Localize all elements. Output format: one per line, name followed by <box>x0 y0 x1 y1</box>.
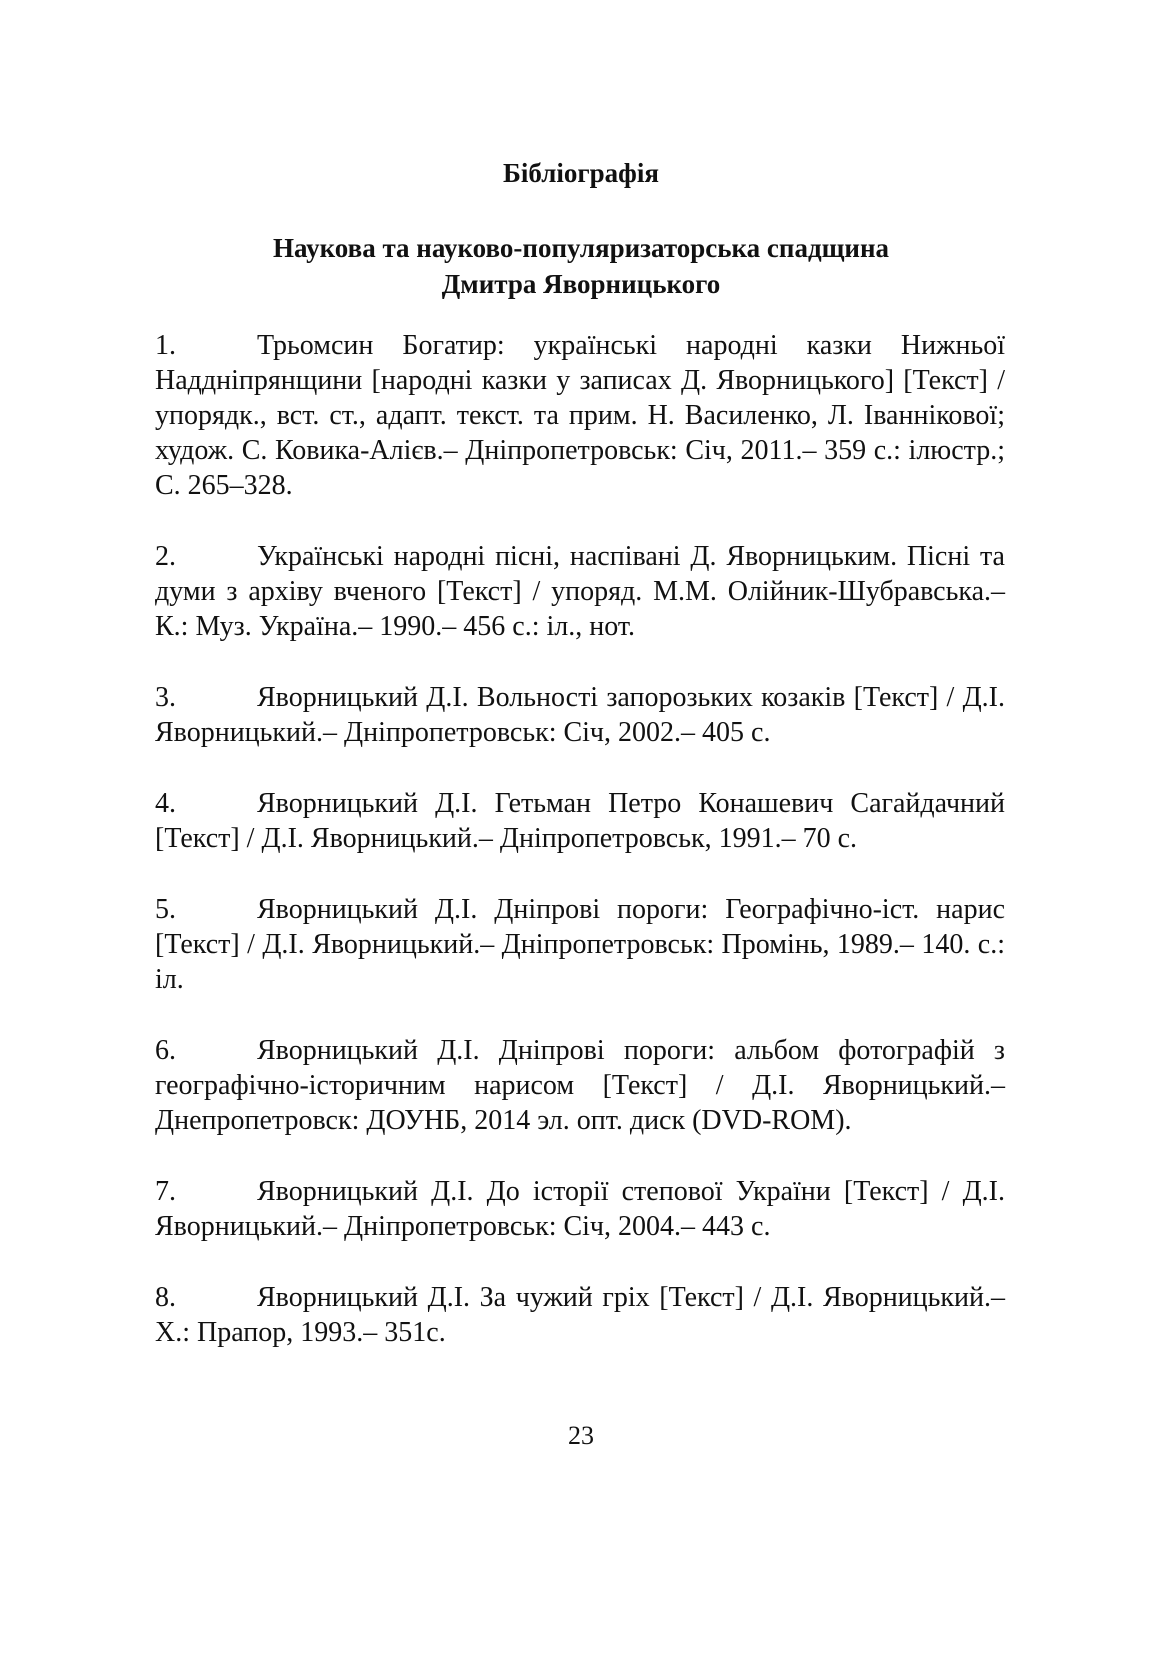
entry-text: Яворницький Д.І. Дніпрові пороги: альбом фотографій з географічно-історичним нарисом [Текст] / Д.І. Яворницький.– Днепропетровск: ДОУНБ, 2014 эл. опт. диск (DVD-ROM). <box>155 1035 1005 1136</box>
bibliography-entry <box>155 1033 1005 1138</box>
bibliography-entry <box>155 539 1005 644</box>
entry-text: Яворницький Д.І. За чужий гріх [Текст] / Д.І. Яворницький.– Х.: Прапор, 1993.– 351с. <box>155 1282 1005 1348</box>
entry-text: Трьомсин Богатир: українські народні казки Нижньої Наддніпрянщини [народні казки у записах Д. Яворницького] [Текст] / упорядк., вст. ст., адапт. текст. та прим. Н. Василенко, Л. Іваннікової; худож. С. Ковика-Алієв.– Дніпропетровськ: Січ, 2011.– 359 с.: ілюстр.; С. 265–328. <box>155 330 1005 501</box>
subtitle-line-1: Наукова та науково-популяризаторська спадщина <box>272 233 890 263</box>
entry-text: Яворницький Д.І. До історії степової України [Текст] / Д.І. Яворницький.– Дніпропетровськ: Січ, 2004.– 443 с. <box>155 1176 1005 1242</box>
section-subtitle <box>0 230 1162 302</box>
entry-number: 8. <box>155 1282 176 1313</box>
entry-number: 3. <box>155 682 176 713</box>
bibliography-entry <box>155 1174 1005 1244</box>
entry-number: 5. <box>155 894 176 925</box>
page-title: Бібліографія <box>503 158 659 188</box>
entry-number: 6. <box>155 1035 176 1066</box>
entry-number: 2. <box>155 541 176 572</box>
subtitle-line-2: Дмитра Яворницького <box>441 269 721 299</box>
entry-text: Яворницький Д.І. Дніпрові пороги: Географічно-іст. нарис [Текст] / Д.І. Яворницький.– Дніпропетровськ: Промінь, 1989.– 140. с.: іл. <box>155 894 1005 995</box>
bibliography-entry <box>155 786 1005 856</box>
bibliography-list <box>155 328 1005 1386</box>
entry-text: Українські народні пісні, наспівані Д. Яворницьким. Пісні та думи з архіву вченого [Текст] / упоряд. М.М. Олійник-Шубравська.– К.: Муз. Україна.– 1990.– 456 с.: іл., нот. <box>155 541 1005 642</box>
entry-text: Яворницький Д.І. Вольності запорозьких козаків [Текст] / Д.І. Яворницький.– Дніпропетровськ: Січ, 2002.– 405 с. <box>155 682 1005 748</box>
page-number: 23 <box>568 1421 594 1450</box>
entry-number: 7. <box>155 1176 176 1207</box>
bibliography-entry <box>155 1280 1005 1350</box>
bibliography-entry <box>155 680 1005 750</box>
bibliography-entry <box>155 892 1005 997</box>
entry-text: Яворницький Д.І. Гетьман Петро Конашевич Сагайдачний [Текст] / Д.І. Яворницький.– Дніпропетровськ, 1991.– 70 с. <box>155 788 1005 854</box>
bibliography-entry <box>155 328 1005 503</box>
entry-number: 4. <box>155 788 176 819</box>
entry-number: 1. <box>155 330 176 361</box>
